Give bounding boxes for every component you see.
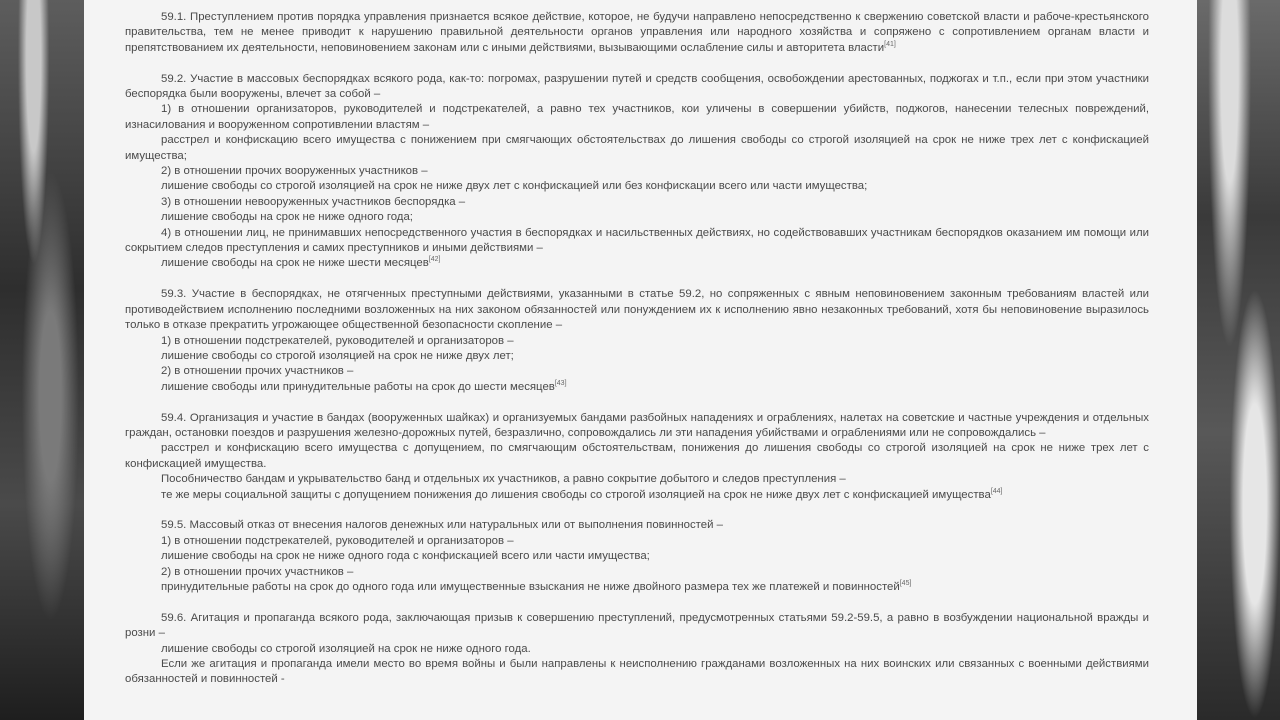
- article-text-line: [125, 179, 1149, 194]
- article-text: 59.2. Участие в массовых беспорядках всякого рода, как-то: погромах, разрушении путей и средств сообщения, освобождении арестованных, поджогах и т.п., если при этом участники беспорядка были вооружены, влечет за собой –: [125, 72, 1149, 101]
- article-text: лишение свободы со строгой изоляцией на срок не ниже одного года.: [161, 642, 531, 655]
- article-paragraph: [125, 611, 1149, 688]
- article-text-line: [125, 210, 1149, 225]
- article-text-line: [125, 164, 1149, 179]
- article-paragraph: [125, 10, 1149, 56]
- article-text: лишение свободы на срок не ниже шести месяцев: [161, 257, 429, 270]
- article-text-line: [125, 133, 1149, 164]
- article-text-line: [125, 349, 1149, 364]
- article-text-line: [125, 518, 1149, 533]
- article-text-line: [125, 102, 1149, 133]
- footnote-reference[interactable]: [43]: [554, 379, 567, 387]
- article-text: расстрел и конфискацию всего имущества с допущением, по смягчающим обстоятельствам, понижения до лишения свободы со строгой изоляцией на срок не ниже трех лет с конфискацией имущества.: [125, 442, 1149, 470]
- article-text-line: [125, 549, 1149, 564]
- footnote-reference[interactable]: [44]: [990, 487, 1003, 495]
- article-text: Пособничество бандам и укрывательство банд и отдельных их участников, а равно сокрытие добытого и следов преступления –: [161, 473, 846, 486]
- document-page: [84, 0, 1197, 720]
- article-text: 2) в отношении прочих участников –: [161, 365, 354, 378]
- article-text: 59.5. Массовый отказ от внесения налогов денежных или натуральных или от выполнения повинностей –: [161, 519, 723, 532]
- article-paragraph: [125, 518, 1149, 595]
- article-text-line: [125, 611, 1149, 642]
- article-text-line: [125, 580, 1149, 595]
- article-text-line: [125, 195, 1149, 210]
- article-text-line: [125, 441, 1149, 472]
- article-text: 1) в отношении подстрекателей, руководителей и организаторов –: [161, 534, 514, 547]
- article-text: 2) в отношении прочих вооруженных участников –: [161, 165, 428, 178]
- article-text: 1) в отношении подстрекателей, руководителей и организаторов –: [161, 334, 514, 347]
- article-text: принудительные работы на срок до одного года или имущественные взыскания не ниже двойного размера тех же платежей и повинностей: [161, 580, 900, 593]
- article-text-line: [125, 380, 1149, 395]
- article-text-line: [125, 488, 1149, 503]
- article-text: 59.1. Преступлением против порядка управления признается всякое действие, которое, не будучи направлено непосредственно к свержению советской власти и рабоче-крестьянского правительства, тем не менее приводит к нарушению правильной деятельности органов управления или народного хозяйства и сопряжено с сопротивлением органам власти и препятствованием их деятельности, неповиновением законам или с иными действиями, вызывающими ослабление силы и авторитета власти: [125, 11, 1149, 54]
- article-text-line: [125, 565, 1149, 580]
- article-text-line: [125, 287, 1149, 333]
- article-text: 1) в отношении организаторов, руководителей и подстрекателей, а равно тех участников, кои уличены в совершении убийств, поджогов, нанесении телесных повреждений, изнасилования и вооруженном сопротивлении властям –: [125, 103, 1149, 131]
- article-text: лишение свободы или принудительные работы на срок до шести месяцев: [161, 380, 555, 393]
- article-text: лишение свободы на срок не ниже одного года;: [161, 211, 413, 224]
- background-photo-left: [0, 0, 84, 720]
- article-paragraph: [125, 287, 1149, 395]
- footnote-reference[interactable]: [41]: [884, 40, 896, 48]
- article-text: 4) в отношении лиц, не принимавших непосредственного участия в беспорядках и насильственных действиях, но содействовавших участникам беспорядков оказанием им помощи или сокрытием следов преступления и самих преступников и иными действиями –: [125, 226, 1149, 255]
- article-text-line: [125, 657, 1149, 688]
- article-text: 2) в отношении прочих участников –: [161, 565, 354, 578]
- article-text: лишение свободы со строгой изоляцией на срок не ниже двух лет с конфискацией или без конфискации всего или части имущества;: [161, 180, 868, 193]
- footnote-reference[interactable]: [42]: [428, 256, 441, 264]
- article-text: 59.4. Организация и участие в бандах (вооруженных шайках) и организуемых бандами разбойных нападениях и ограблениях, налетах на советские и частные учреждения и отдельных граждан, остановки поездов и разрушения железно-дорожных путей, безразлично, сопровождались ли эти нападения убийствами и ограблениями или не сопровождались –: [125, 411, 1149, 439]
- article-text-line: [125, 334, 1149, 349]
- article-text: 3) в отношении невооруженных участников беспорядка –: [161, 195, 466, 208]
- article-text-line: [125, 642, 1149, 657]
- article-text: лишение свободы со строгой изоляцией на срок не ниже двух лет;: [161, 349, 514, 362]
- article-text: расстрел и конфискацию всего имущества с понижением при смягчающих обстоятельствах до лишения свободы со строгой изоляцией на срок не ниже трех лет с конфискацией имущества;: [125, 134, 1149, 162]
- article-text-line: [125, 364, 1149, 379]
- article-text: 59.3. Участие в беспорядках, не отягченных преступными действиями, указанными в статье 59.2, но сопряженных с явным неповиновением законным требованиям властей или противодействием исполнению последними возложенных на них законом обязанностей или понуждением их к исполнению явно незаконных требований, хотя бы неповиновение выразилось только в отказе прекратить угрожающее общественной безопасности скопление –: [125, 288, 1149, 332]
- article-text-line: [125, 72, 1149, 103]
- article-paragraph: [125, 72, 1149, 272]
- article-text-line: [125, 472, 1149, 487]
- article-text-line: [125, 226, 1149, 257]
- article-text-line: [125, 411, 1149, 442]
- article-text: 59.6. Агитация и пропаганда всякого рода, заключающая призыв к совершению преступлений, предусмотренных статьями 59.2-59.5, а равно в возбуждении национальной вражды и розни –: [125, 611, 1149, 640]
- footnote-reference[interactable]: [45]: [899, 579, 912, 587]
- article-paragraph: [125, 411, 1149, 503]
- article-text: те же меры социальной защиты с допущением понижения до лишения свободы со строгой изоляцией на срок не ниже двух лет с конфискацией имущества: [161, 488, 991, 501]
- article-text-line: [125, 256, 1149, 271]
- background-photo-right: [1196, 0, 1280, 720]
- article-text: Если же агитация и пропаганда имели место во время войны и были направлены к неисполнению гражданами возложенных на них воинских или связанных с военными действиями обязанностей и повинностей -: [125, 657, 1149, 686]
- article-text-line: [125, 10, 1149, 56]
- article-text-line: [125, 534, 1149, 549]
- article-text: лишение свободы на срок не ниже одного года с конфискацией всего или части имущества;: [161, 550, 650, 563]
